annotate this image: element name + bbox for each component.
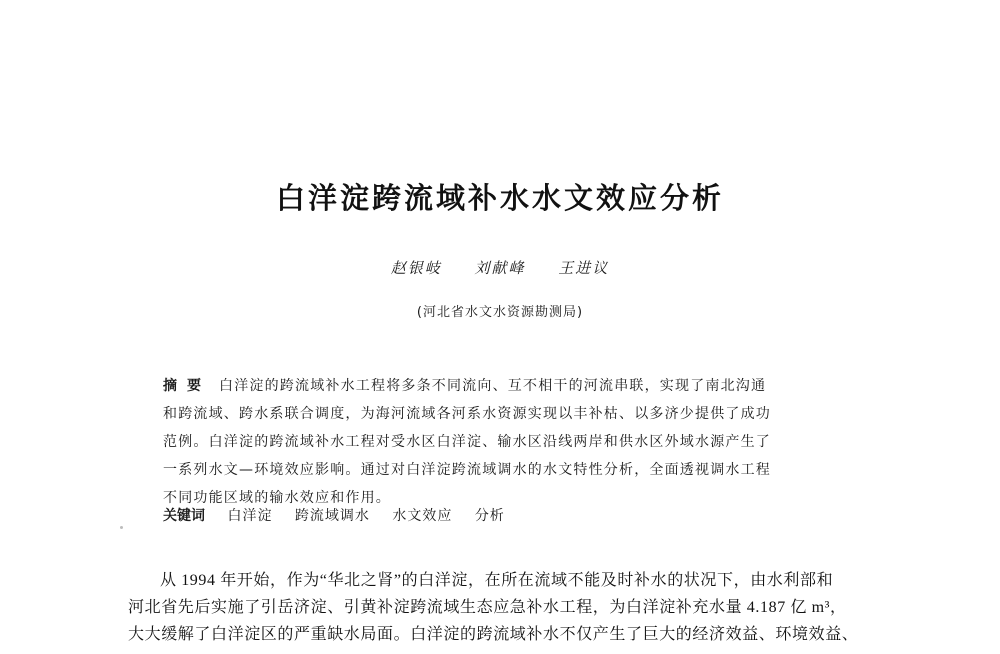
author-name: 刘献峰 (474, 259, 526, 277)
abstract-line: 和跨流域、跨水系联合调度，为海河流域各河系水资源实现以丰补枯、以多济少提供了成功 (163, 406, 771, 422)
body-text (128, 567, 918, 648)
author-affiliation: (河北省水文水资源勘测局) (416, 305, 584, 320)
abstract-line: 不同功能区域的输水效应和作用。 (163, 490, 391, 506)
abstract-line (163, 372, 875, 400)
keyword: 分析 (474, 508, 505, 524)
author-name: 王进议 (558, 259, 610, 277)
abstract-block (163, 372, 875, 512)
abstract-text: 白洋淀的跨流域补水工程将多条不同流向、互不相干的河流串联，实现了南北沟通 (219, 378, 767, 394)
keyword: 水文效应 (392, 508, 453, 524)
abstract-label: 摘要 (163, 378, 211, 394)
author-list (0, 257, 1000, 278)
abstract-line: 范例。白洋淀的跨流域补水工程对受水区白洋淀、输水区沿线两岸和供水区外域水源产生了 (163, 434, 771, 450)
keyword: 白洋淀 (227, 508, 273, 524)
scan-speck (120, 526, 123, 529)
paper-title: 白洋淀跨流域补水水文效应分析 (275, 181, 724, 215)
body-line: 大大缓解了白洋淀区的严重缺水局面。白洋淀的跨流域补水不仅产生了巨大的经济效益、环境效益、 (128, 626, 859, 643)
body-line: 河北省先后实施了引岳济淀、引黄补淀跨流域生态应急补水工程，为白洋淀补充水量 4.187 亿 m³， (128, 599, 847, 616)
keywords-block (163, 505, 523, 525)
keywords-label: 关键词 (163, 508, 205, 524)
body-line: 从 1994 年开始，作为“华北之肾”的白洋淀，在所在流域不能及时补水的状况下，由水利部和 (160, 572, 834, 589)
author-name: 赵银岐 (390, 259, 442, 277)
keyword: 跨流域调水 (294, 508, 370, 524)
abstract-line: 一系列水文—环境效应影响。通过对白洋淀跨流域调水的水文特性分析，全面透视调水工程 (163, 462, 771, 478)
